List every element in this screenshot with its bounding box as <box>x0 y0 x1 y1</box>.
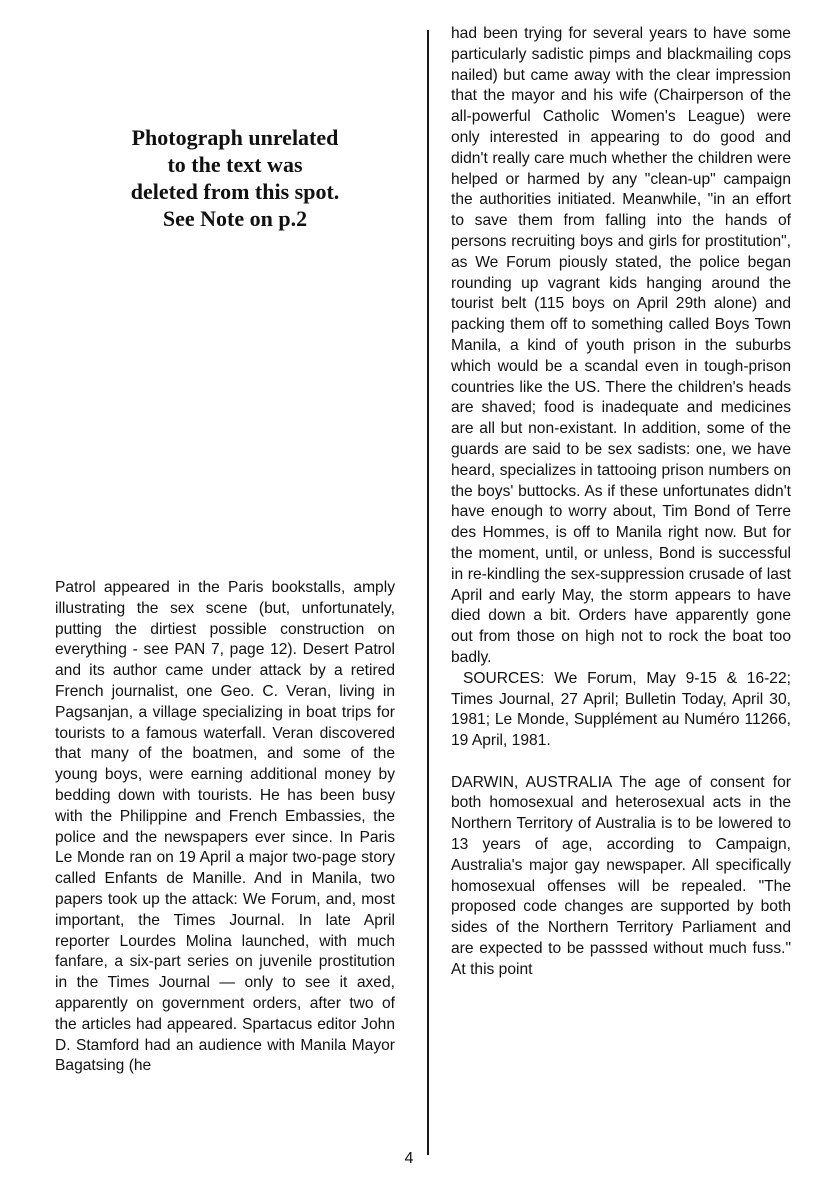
darwin-paragraph: DARWIN, AUSTRALIA The age of consent for both homosexual and heterosexual acts in the Northern Territory of Australia is to be lowered to 13 years of age, according to Campaign, Australia's major gay newspaper. All specifically homosexual offenses will be repealed. "The proposed code changes are supported by both sides of the Northern Territory Parliament and are expected to be passsed without much fuss." At this point <box>451 773 791 978</box>
right-paragraph-1: had been trying for several years to have some particularly sadistic pimps and blackmailing cops nailed) but came away with the clear impression that the mayor and his wife (Chairperson of the all-powerful Catholic Women's League) were only interested in appearing to do good and didn't really care much whether the children were helped or harmed by any "clean-up" campaign the authorities initiated. Meanwhile, "in an effort to save them from falling into the hands of persons recruiting boys and girls for prostitution", as We Forum piously stated, the police began rounding up vagrant kids hanging around the tourist belt (115 boys on April 29th alone) and packing them off to something called Boys Town Manila, a kind of youth prison in the suburbs which would be a scandal even in tough-prison countries like the US. There the children's heads are shaved; food is inadequate and medicines are all but non-existant. In addition, some of the guards are said to be sex sadists: one, we have heard, specializes in tattooing prison numbers on the boys' buttocks. As if these unfortunates didn't have enough to worry about, Tim Bond of Terre des Hommes, is off to Manila right now. But for the moment, until, or unless, Bond is successful in re-kindling the sex-suppression crusade of last April and early May, the storm appears to have died down a bit. Orders have apparently gone out from those on high not to rock the boat too badly. <box>451 25 791 666</box>
note-line-1: Photograph unrelated <box>131 125 339 150</box>
sources-paragraph: SOURCES: We Forum, May 9-15 & 16-22; Times Journal, 27 April; Bulletin Today, April 30, 1981; Le Monde, Supplément au Numéro 11266, 19 April, 1981. <box>451 669 791 750</box>
note-line-3: deleted from this spot. <box>130 179 340 204</box>
left-paragraph: Patrol appeared in the Paris bookstalls, amply illustrating the sex scene (but, unfortunately, putting the dirtiest possible construction on everything - see PAN 7, page 12). Desert Patrol and its author came under attack by a retired French journalist, one Geo. C. Veran, living in Pagsanjan, a village specializing in boat trips for tourists to a famous waterfall. Veran discovered that many of the boatmen, and some of the young boys, were earning additional money by bedding down with tourists. He has been busy with the Philippine and French Embassies, the police and the newspapers ever since. In Paris Le Monde ran on 19 April a major two-page story called Enfants de Manille. And in Manila, two papers took up the attack: We Forum, and, most important, the Times Journal. In late April reporter Lourdes Molina launched, with much fanfare, a six-part series on juvenile prostitution in the Times Journal — only to see it axed, apparently on government orders, after two of the articles had appeared. Spartacus editor John D. Stamford had an audience with Manila Mayor Bagatsing (he <box>55 579 395 1075</box>
left-column <box>55 578 395 1077</box>
deleted-photo-note <box>100 124 370 232</box>
right-column <box>451 24 791 981</box>
note-line-2: to the text was <box>167 152 303 177</box>
note-line-4: See Note on p.2 <box>162 206 308 231</box>
paragraph-gap <box>451 752 791 773</box>
column-divider <box>427 30 429 1155</box>
page-number: 4 <box>404 1150 414 1167</box>
